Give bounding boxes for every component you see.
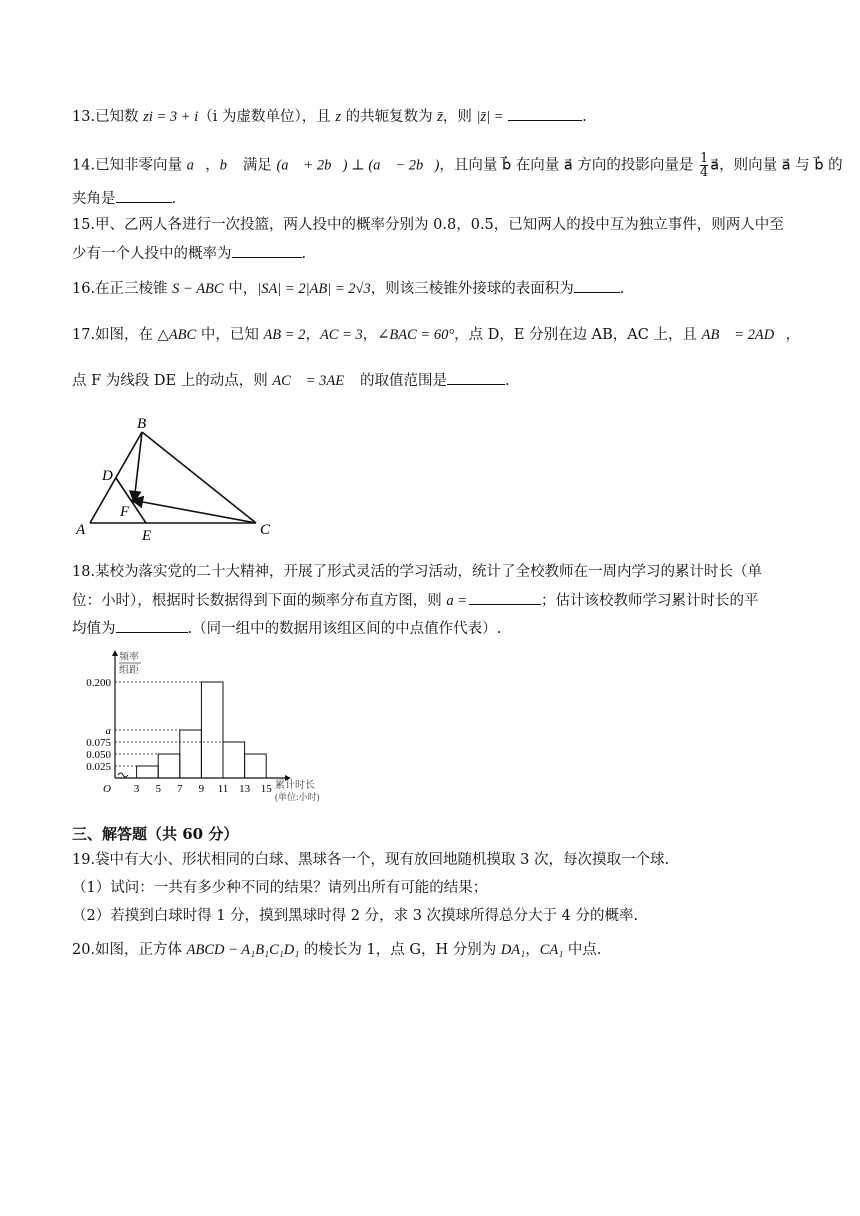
x-tick-label: 11 [217,783,229,795]
triangle-figure [70,410,290,545]
histogram-bar [245,754,267,778]
question-13: 13.已知数 zi = 3 + i（i 为虚数单位），且 z 的共轭复数为 z̄，则 |z̄| = . [72,106,587,127]
side-bc [142,432,256,523]
x-tick-label: 5 [155,783,161,795]
histogram-bar [223,742,245,778]
answer-blank[interactable] [447,370,505,385]
answer-blank[interactable] [116,188,172,203]
label-d: D [102,468,113,484]
histogram-bar [137,766,159,778]
question-19: 19.袋中有大小、形状相同的白球、黑球各一个，现有放回地随机摸取 3 次，每次摸取一个球. [72,852,670,868]
label-b: B [137,416,147,432]
answer-blank[interactable] [469,590,541,605]
origin-label: O [103,783,111,795]
question-15-line2: 少有一个人投中的概率为 . [72,243,306,264]
section-heading: 三、解答题（共 60 分） [72,825,239,843]
y-tick-label: a [105,725,111,737]
x-axis-label: 累计时长 [275,780,315,791]
x-axis-unit: (单位:小时) [275,792,320,802]
label-f: F [120,504,130,520]
x-tick-label: 3 [133,783,140,795]
question-16: 16.在正三棱锥 S − ABC 中，|SA| = 2|AB| = 2√3，则该三棱锥外接球的表面积为 . [72,278,624,299]
question-19-part1: （1）试问：一共有多少种不同的结果？请列出所有可能的结果； [72,880,488,896]
x-tick-label: 7 [177,783,183,795]
vector-cf [132,500,256,523]
x-tick-label: 13 [239,783,251,795]
question-14-line2: 夹角是 . [72,188,176,209]
answer-blank[interactable] [508,106,582,121]
histogram-bar [180,730,202,778]
y-axis-arrow [112,650,118,656]
y-tick-label: 0.200 [86,677,111,689]
y-tick-label: 0.050 [86,749,111,761]
question-17: 17.如图，在 △ABC 中，已知 AB = 2，AC = 3，∠BAC = 60°，点 D，E 分别在边 AB，AC 上，且 AB⃗ = 2AD⃗， [72,327,800,343]
y-tick-label: 0.025 [86,761,111,773]
question-14: 14.已知非零向量 a⃗，b⃗ 满足 (a⃗ + 2b⃗) ⊥ (a⃗ − 2b⃗)，且向量 b⃗ 在向量 a⃗ 方向的投影向量是 $\frac{1}{4}$ a⃗，则向量 a⃗ 与 b⃗ 的 [72,151,843,180]
question-20: 20.如图，正方体 ABCD − A₁B₁C₁D₁ 的棱长为 1，点 G，H 分别为 DA₁，CA₁ 中点. [72,942,602,958]
frequency-histogram [70,648,350,808]
y-tick-label: 0.075 [86,737,111,749]
question-17-line2: 点 F 为线段 DE 上的动点，则 AC⃗ = 3AE⃗ 的取值范围是 . [72,370,510,391]
answer-blank[interactable] [232,243,302,258]
label-c: C [260,522,271,538]
question-18-line3: 均值为 .（同一组中的数据用该组区间的中点值作代表）. [72,618,501,639]
question-18: 18.某校为落实党的二十大精神，开展了形式灵活的学习活动，统计了全校教师在一周内学习的累计时长（单 [72,564,763,580]
histogram-bar [201,682,223,778]
label-a: A [76,522,86,538]
y-axis-label-bottom: 组距 [119,665,139,676]
question-19-part2: （2）若摸到白球时得 1 分，摸到黑球时得 2 分，求 3 次摸球所得总分大于 4 分的概率. [72,908,639,924]
x-tick-label: 15 [260,783,272,795]
y-axis-label-top: 频率 [119,652,139,663]
side-ab [90,432,142,523]
question-18-line2: 位：小时），根据时长数据得到下面的频率分布直方图，则 a = ；估计该校教师学习累计时长的平 [72,590,759,611]
histogram-bar [158,754,180,778]
answer-blank[interactable] [116,618,188,633]
fraction: $\frac{1}{4}$ [699,151,709,180]
answer-blank[interactable] [574,278,620,293]
x-tick-label: 9 [198,783,205,795]
label-e: E [142,528,152,544]
axis-break [118,773,128,777]
question-15: 15.甲、乙两人各进行一次投篮，两人投中的概率分别为 0.8，0.5，已知两人的投中互为独立事件，则两人中至 [72,217,784,233]
